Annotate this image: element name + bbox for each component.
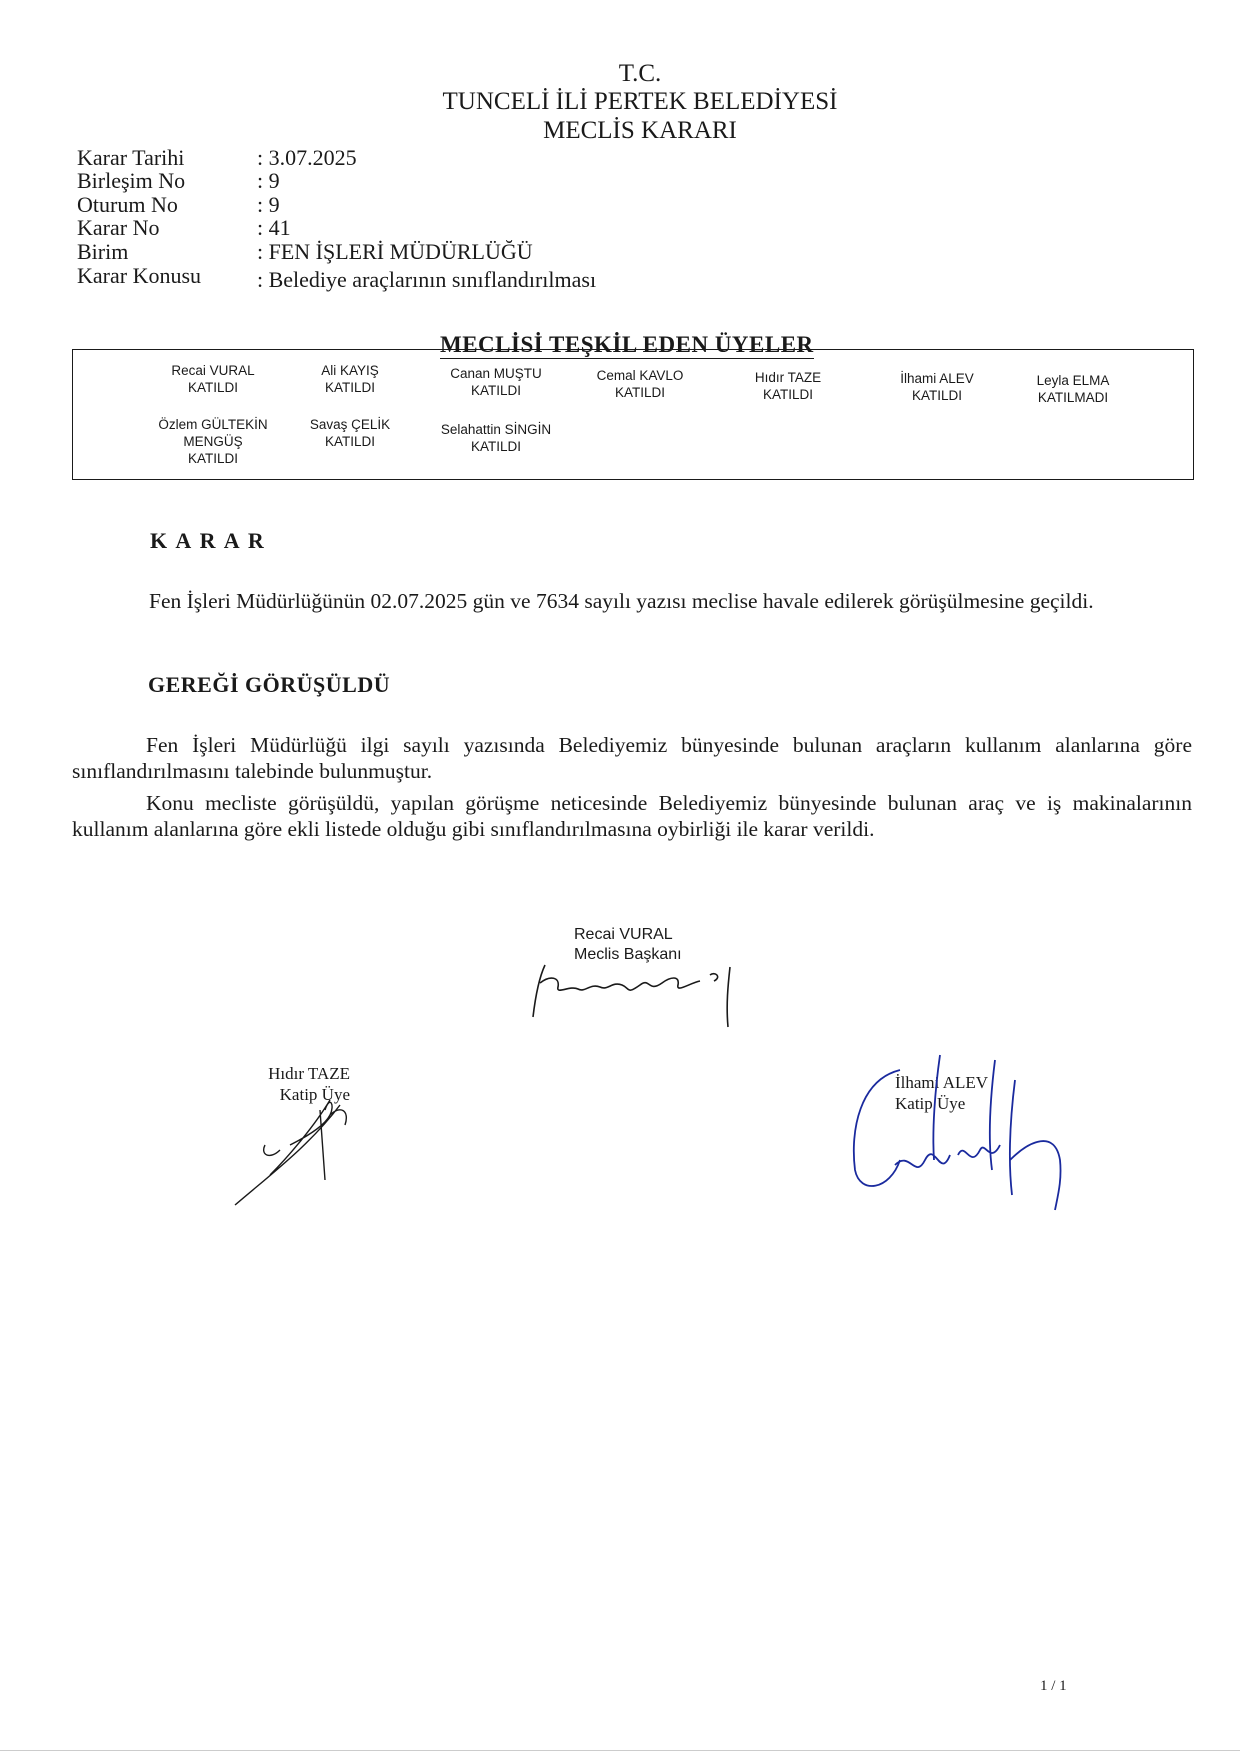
president-signature-icon [530, 955, 760, 1030]
members-box [72, 349, 1194, 480]
meta-value-sitting: : 9 [257, 192, 280, 217]
member-status: KATILDI [762, 387, 813, 402]
member-name: Recai VURAL [171, 363, 255, 378]
header-tc: T.C. [618, 60, 662, 87]
member-ali-kayis [265, 362, 435, 396]
member-cemal-kavlo [555, 367, 725, 401]
clerk-2-signature-icon [840, 1050, 1080, 1210]
member-name: Leyla ELMA [1036, 373, 1110, 388]
member-status: KATILDI [614, 385, 665, 400]
member-name: Selahattin SİNGİN [440, 422, 552, 437]
clerk-1-signature-icon [230, 1085, 370, 1210]
member-status: KATILDI [470, 439, 521, 454]
signer-name: İlhami ALEV [895, 1073, 989, 1092]
member-status: KATILDI [470, 383, 521, 398]
meta-label-sitting: Oturum No [77, 192, 178, 217]
meta-value-subject: : Belediye araçlarının sınıflandırılması [257, 267, 597, 292]
member-status: KATILDI [187, 451, 238, 466]
member-leyla-elma [988, 372, 1158, 406]
member-name: Canan MUŞTU [450, 366, 542, 381]
meta-label-session: Birleşim No [77, 168, 186, 193]
member-status: KATILDI [187, 380, 238, 395]
paragraph-resolution: Konu mecliste görüşüldü, yapılan görüşme neticesinde Belediyemiz bünyesinde bulunan araç ve iş makinalarının kullanım alanlarına göre ekli listede olduğu gibi sınıflandırılmasına oybirliği ile karar verildi. [72, 791, 1192, 841]
scan-edge-divider [0, 1750, 1240, 1751]
member-name: Ali KAYIŞ [321, 363, 379, 378]
meta-label-decision-no: Karar No [77, 215, 160, 240]
meta-label-unit: Birim [77, 239, 129, 264]
member-status: KATILDI [324, 434, 375, 449]
meta-value-session: : 9 [257, 168, 280, 193]
member-status: KATILDI [911, 388, 962, 403]
member-name: İlhami ALEV [900, 371, 974, 386]
meta-value-decision-no: : 41 [257, 215, 291, 240]
signer-title: Katip Üye [279, 1085, 350, 1104]
karar-text: Fen İşleri Müdürlüğünün 02.07.2025 gün ve 7634 sayılı yazısı meclise havale edilerek görüşülmesine geçildi. [149, 589, 1094, 613]
member-hidir-taze [703, 369, 873, 403]
header-municipality: TUNCELİ İLİ PERTEK BELEDİYESİ [442, 88, 838, 115]
member-selahattin-singin [411, 421, 581, 455]
paragraph-request: Fen İşleri Müdürlüğü ilgi sayılı yazısında Belediyemiz bünyesinde bulunan araçların kullanım alanlarına göre sınıflandırılmasını talebinde bulunmuştur. [72, 733, 1192, 783]
geregi-heading: GEREĞİ GÖRÜŞÜLDÜ [148, 672, 391, 697]
karar-heading: K A R A R [150, 528, 266, 553]
member-name: Savaş ÇELİK [309, 417, 391, 432]
member-name: Cemal KAVLO [596, 368, 684, 383]
signer-name: Recai VURAL [574, 926, 673, 943]
meta-value-unit: : FEN İŞLERİ MÜDÜRLÜĞÜ [257, 239, 533, 264]
signer-title: Katip Üye [895, 1094, 966, 1113]
meta-label-date: Karar Tarihi [77, 145, 185, 170]
member-status: KATILMADI [1037, 390, 1109, 405]
page-number: 1 / 1 [1040, 1678, 1067, 1694]
member-savas-celik [265, 416, 435, 450]
header-document-type: MECLİS KARARI [543, 117, 737, 144]
member-name: Özlem GÜLTEKİN MENGÜŞ [158, 417, 268, 449]
member-name: Hıdır TAZE [754, 370, 822, 385]
meta-label-subject: Karar Konusu [77, 263, 202, 288]
signer-title: Meclis Başkanı [574, 946, 682, 963]
members-title: MECLİSİ TEŞKİL EDEN ÜYELER [440, 332, 814, 357]
meta-value-date: : 3.07.2025 [257, 145, 357, 170]
member-status: KATILDI [324, 380, 375, 395]
signer-name: Hıdır TAZE [268, 1064, 350, 1083]
